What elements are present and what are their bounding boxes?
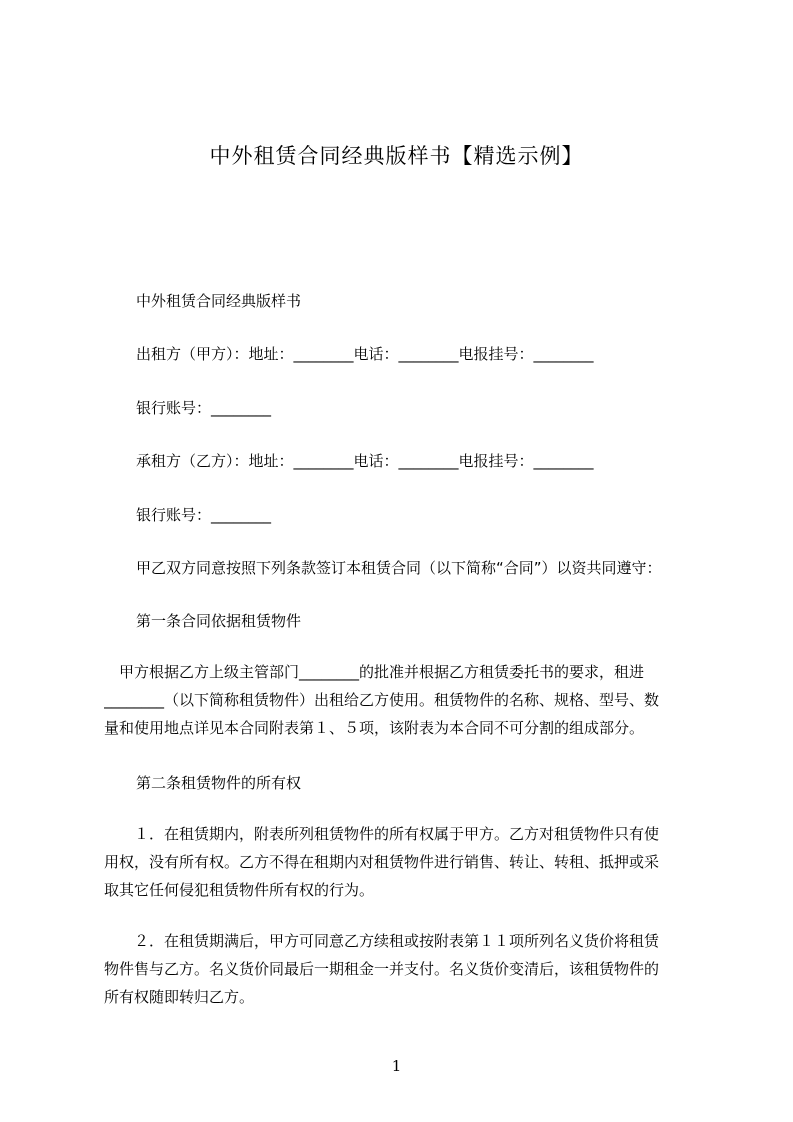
- paragraph-line: ________（以下简称租赁物件）出租给乙方使用。租赁物件的名称、规格、型号、数: [104, 691, 660, 709]
- article2-clause1: [104, 820, 698, 904]
- lessee-bank-account: 银行账号：________: [136, 506, 272, 524]
- contract-subtitle: 中外租赁合同经典版样书: [136, 292, 302, 310]
- paragraph-line: 量和使用地点详见本合同附表第１、５项，该附表为本合同不可分割的组成部分。: [104, 719, 645, 737]
- page-number: 1: [391, 1057, 402, 1075]
- article2-clause2: [104, 927, 698, 1011]
- paragraph-line: 用权，没有所有权。乙方不得在租期内对租赁物件进行销售、转让、转租、抵押或采: [104, 853, 660, 871]
- paragraph-line: 所有权随即转归乙方。: [104, 988, 255, 1006]
- preamble: 甲乙双方同意按照下列条款签订本租赁合同（以下简称“合同”）以资共同遵守：: [136, 559, 662, 577]
- paragraph-line: 物件售与乙方。名义货价同最后一期租金一并支付。名义货价变清后，该租赁物件的: [104, 960, 660, 978]
- lessor-bank-account: 银行账号：________: [136, 399, 272, 417]
- document-title: 中外租赁合同经典版样书【精选示例】: [209, 144, 584, 168]
- article1-paragraph: [104, 658, 698, 742]
- paragraph-line: 取其它任何侵犯租赁物件所有权的行为。: [104, 881, 375, 899]
- article2-heading: 第二条租赁物件的所有权: [136, 774, 302, 792]
- paragraph-line: 甲方根据乙方上级主管部门________的批准并根据乙方租赁委托书的要求，租进: [104, 663, 645, 681]
- paragraph-line: １．在租赁期内，附表所列租赁物件的所有权属于甲方。乙方对租赁物件只有使: [104, 825, 660, 843]
- article1-heading: 第一条合同依据租赁物件: [136, 612, 302, 630]
- lessor-info-line: 出租方（甲方）：地址：________电话：________电报挂号：________: [136, 345, 594, 363]
- lessee-info-line: 承租方（乙方）：地址：________电话：________电报挂号：________: [136, 452, 594, 470]
- paragraph-line: ２．在租赁期满后，甲方可同意乙方续租或按附表第１１项所列名义货价将租赁: [104, 932, 660, 950]
